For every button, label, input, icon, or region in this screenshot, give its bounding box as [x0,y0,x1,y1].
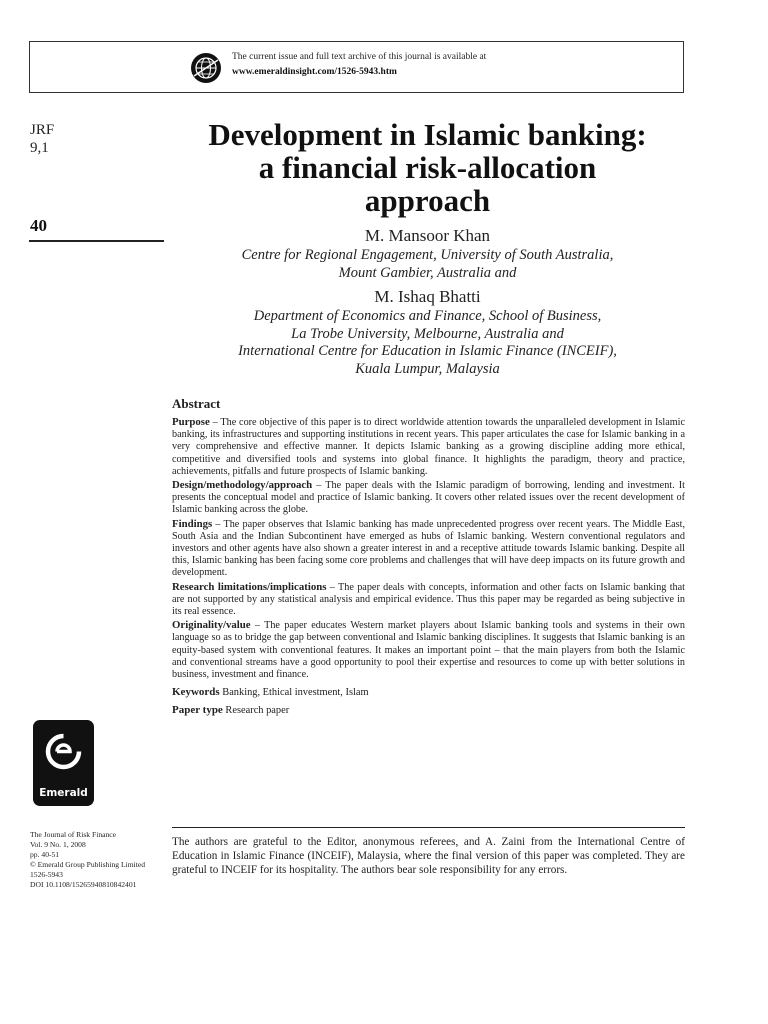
paper-type-line [172,704,685,717]
section-label: Purpose [172,416,210,428]
abstract-heading: Abstract [172,396,221,411]
page-number: 40 [30,216,47,235]
abstract-section [172,581,685,619]
affiliation-line: Centre for Regional Engagement, University of South Australia, [241,247,614,263]
section-label: Design/methodology/approach [172,479,313,492]
abstract-section [172,479,685,517]
paper-type-label: Paper type [172,704,223,717]
archive-notice-text: The current issue and full text archive of this journal is available at [232,52,487,62]
affiliation-line: La Trobe University, Melbourne, Australia and [291,325,564,342]
section-text: – The core objective of this paper is to direct worldwide attention towards the unparalleled development in Islamic banking, its infrastructures and supporting institutions in recent years. This paper articulates the case for Islamic banking in a very comprehensive and effective manner. It depicts Islamic banking as a growing discipline adding more ethical, competitive and diversified tools and systems into global finance. It highlights the paradigm, theory and practice, achievements, pitfalls and future prospects of Islamic banking. [172,417,685,477]
info-line: © Emerald Group Publishing Limited [30,860,146,869]
author-name: M. Ishaq Bhatti [374,287,481,306]
info-line: DOI 10.1108/15265940810842401 [30,880,137,889]
section-label: Research limitations/implications [172,580,327,593]
abstract-section [172,619,685,681]
acknowledgement-rule [172,827,685,828]
author-name: M. Mansoor Khan [364,226,491,245]
title-line: a financial risk-allocation [258,150,597,185]
affiliation-line: Mount Gambier, Australia and [338,264,517,281]
keywords-line [172,686,685,699]
publication-info [30,830,145,890]
title-line: approach [364,183,491,218]
emerald-logo [33,720,94,806]
journal-code [30,121,54,157]
page-number-rule [29,240,164,242]
section-text: – The paper deals with the Islamic paradigm of borrowing, lending and investment. It presents the conceptual model and practice of Islamic banking. It covers other related issues over the recent development of Islamic banking across the globe. [172,480,685,516]
acknowledgement: The authors are grateful to the Editor, anonymous referees, and A. Zaini from the International Centre of Education in Islamic Finance (INCEIF), Malaysia, where the final version of this paper was completed. They are grateful to INCEIF for its hospitality. The authors bear sole responsibility for any errors. [172,836,685,876]
keywords-value: Banking, Ethical investment, Islam [219,687,369,699]
section-text: – The paper deals with concepts, information and other facts on Islamic banking that are not supported by any statistical analysis and empirical evidence. Thus this paper may be regarded as being subjective in its real essence. [172,581,686,618]
archive-url-link[interactable]: www.emeraldinsight.com/1526-5943.htm [232,67,397,77]
paper-type-value: Research paper [222,705,290,717]
title-line: Development in Islamic banking: [208,117,647,152]
volume-issue: 9,1 [30,140,49,156]
abstract-section [172,518,685,580]
affiliation-line: Kuala Lumpur, Malaysia [355,360,500,377]
article-title [170,118,685,217]
affiliation-line: International Centre for Education in Islamic Finance (INCEIF), [238,343,617,359]
section-label: Findings [172,517,213,530]
section-text: – The paper educates Western market players about Islamic banking tools and systems in their own language so as to bridge the gap between conventional and Islamic banking disciplines. It suggests that Islamic banking is an equity-based system with conventional features. It makes an important point – that the main players from both the Islamic and conventional streams have a good opportunity to pool their expertise and resources to come up with better solutions in business, investment and finance. [172,620,685,681]
abstract [172,396,685,719]
info-line: The Journal of Risk Finance [30,830,117,839]
logo-wordmark: Emerald [39,787,88,799]
author-affiliation [170,247,685,282]
info-line: 1526-5943 [30,870,63,879]
affiliation-line: Department of Economics and Finance, School of Business, [253,308,602,324]
info-line: pp. 40-51 [30,850,60,859]
globe-icon [190,52,222,84]
journal-abbrev: JRF [30,122,55,138]
keywords-label: Keywords [172,686,220,699]
author-affiliation [170,308,685,378]
section-text: – The paper observes that Islamic banking has made unprecedented progress over recent years. The Middle East, South Asia and the Indian Subcontinent have emerged as hubs of Islamic banking. Western conventional regulators and investors and other agents have also shown a greater interest in and a receptive attitude towards Islamic banking. Despite all this, Islamic banking has been facing some core problems and challenges that will have deep impacts on its future growth and development. [172,518,685,579]
abstract-section [172,416,685,478]
info-line: Vol. 9 No. 1, 2008 [30,840,86,849]
emerald-swirl-icon [42,730,85,780]
section-label: Originality/value [172,619,251,632]
